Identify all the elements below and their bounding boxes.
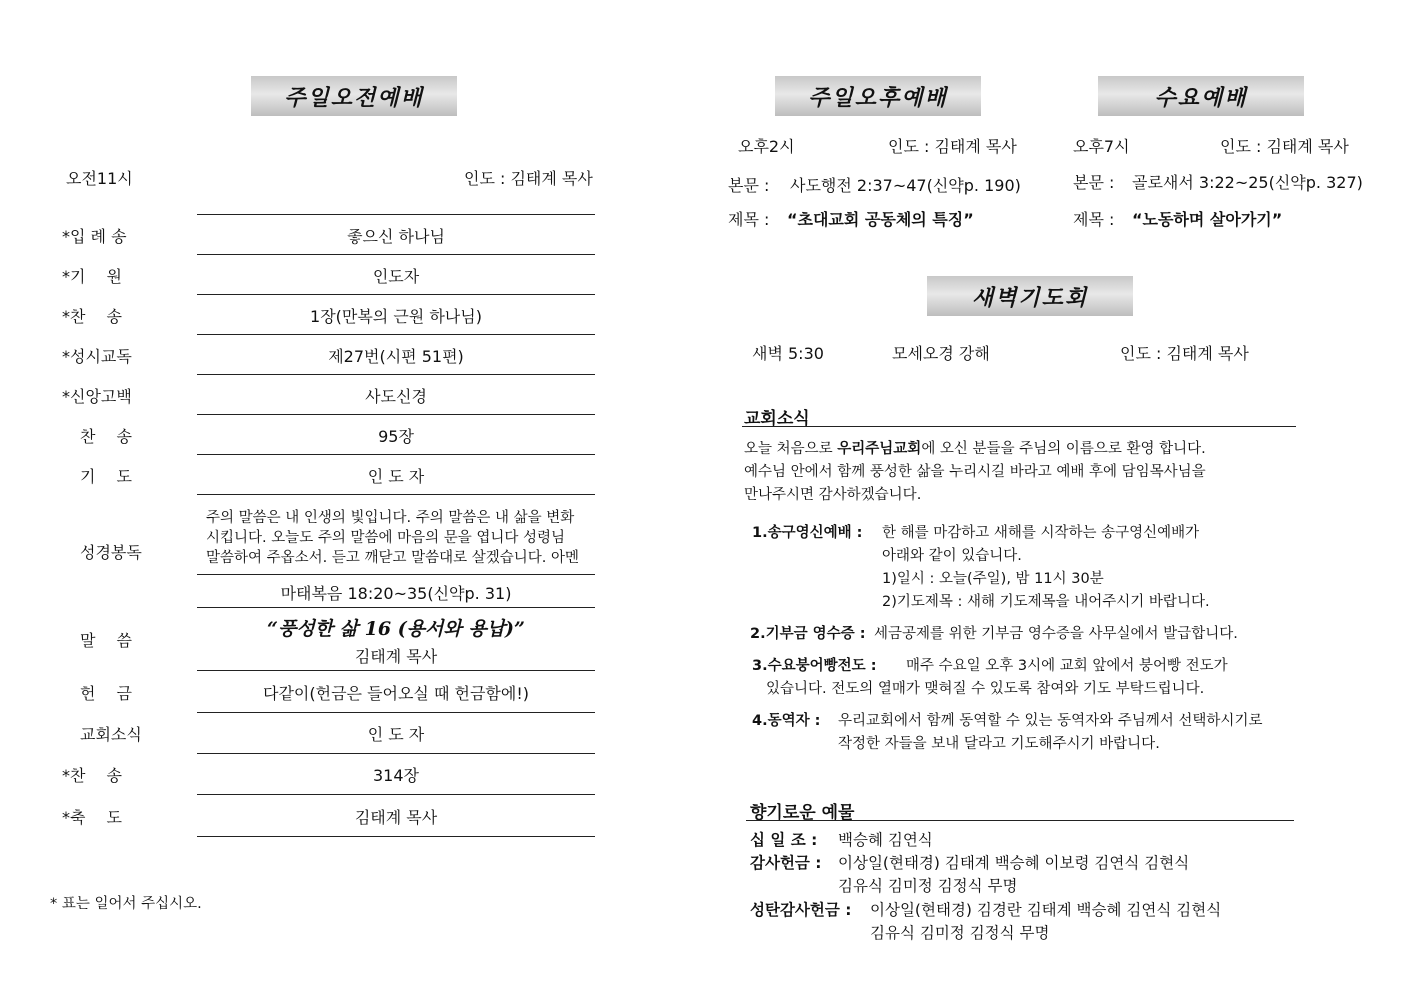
news-intro-line: 만나주시면 감사하겠습니다. xyxy=(744,487,922,503)
wednesday-leader: 인도 : 김태계 목사 xyxy=(1220,137,1349,156)
offering-label: 감사헌금 : xyxy=(750,854,822,872)
order-label: 기 도 xyxy=(80,467,132,486)
wednesday-text: 골로새서 3:22~25(신약p. 327) xyxy=(1132,173,1363,192)
news-item-text: 아래와 같이 있습니다. xyxy=(882,548,1022,564)
offering-label: 십 일 조 : xyxy=(750,831,818,849)
dawn-content: 모세오경 강해 xyxy=(892,344,990,363)
order-value: 사도신경 xyxy=(365,387,427,406)
news-intro-line xyxy=(744,438,1206,461)
row-divider xyxy=(197,494,595,495)
sermon-label: 말 씀 xyxy=(80,631,132,650)
footnote: * 표는 일어서 주십시오. xyxy=(50,896,202,912)
order-value: 95장 xyxy=(378,427,414,446)
order-label: 찬 송 xyxy=(80,427,132,446)
wednesday-time: 오후7시 xyxy=(1073,137,1130,156)
scripture-ref: 마태복음 18:20~35(신약p. 31) xyxy=(280,584,512,603)
news-item-text: 1)일시 : 오늘(주일), 밤 11시 30분 xyxy=(882,571,1104,587)
order-label: *신앙고백 xyxy=(62,387,132,406)
order-label: *성시교독 xyxy=(62,347,132,366)
order-value: 314장 xyxy=(373,766,419,785)
news-item-text: 작정한 자들을 보내 달라고 기도해주시기 바랍니다. xyxy=(838,736,1160,752)
order-label: *기 원 xyxy=(62,267,122,286)
row-divider xyxy=(197,334,595,335)
order-value: 김태계 목사 xyxy=(354,808,438,827)
church-name: 우리주님교회 xyxy=(837,441,922,457)
order-label: *찬 송 xyxy=(62,307,122,326)
morning-time: 오전11시 xyxy=(66,169,133,188)
offering-title: 향기로운 예물 xyxy=(750,803,855,823)
news-item-text: 있습니다. 전도의 열매가 맺혀질 수 있도록 참여와 기도 부탁드립니다. xyxy=(766,681,1205,697)
wednesday-subject-label: 제목 : xyxy=(1073,210,1115,229)
order-value: 좋으신 하나님 xyxy=(347,227,445,246)
news-item-text: 2)기도제목 : 새해 기도제목을 내어주시기 바랍니다. xyxy=(882,594,1210,610)
sermon-title: “풍성한 삶 16 (용서와 용납)” xyxy=(267,618,525,640)
scripture-text-line: 시킵니다. 오늘도 주의 말씀에 마음의 문을 엽니다 성령님 xyxy=(206,530,566,546)
scripture-text-line: 말씀하여 주옵소서. 듣고 깨닫고 말씀대로 살겠습니다. 아멘 xyxy=(206,550,580,566)
order-label: *입 례 송 xyxy=(62,227,127,246)
news-item-text: 세금공제를 위한 기부금 영수증을 사무실에서 발급합니다. xyxy=(874,626,1238,642)
dawn-leader: 인도 : 김태계 목사 xyxy=(1120,344,1249,363)
news-item-text: 매주 수요일 오후 3시에 교회 앞에서 붕어빵 전도가 xyxy=(906,658,1228,674)
offering-names: 이상일(현태경) 김경란 김태계 백승혜 김연식 김현식 xyxy=(870,901,1222,919)
order-value: 인 도 자 xyxy=(367,725,425,744)
order-value: 제27번(시편 51편) xyxy=(328,347,464,366)
news-item-title: 4.동역자 : xyxy=(752,713,821,729)
order-value: 1장(만복의 근원 하나님) xyxy=(310,307,482,326)
row-divider xyxy=(197,753,595,754)
offering-names: 이상일(현태경) 김태계 백승혜 이보령 김연식 김현식 xyxy=(838,854,1190,872)
news-title: 교회소식 xyxy=(744,409,810,429)
news-item-title: 1.송구영신예배 : xyxy=(752,525,863,541)
news-underline xyxy=(742,426,1296,427)
news-item-title: 2.기부금 영수증 : xyxy=(750,626,866,642)
row-divider xyxy=(197,294,595,295)
afternoon-time: 오후2시 xyxy=(738,137,795,156)
dawn-time: 새벽 5:30 xyxy=(752,344,824,363)
order-value: 인도자 xyxy=(372,267,420,286)
news-intro-text: 오늘 처음으로 xyxy=(744,441,838,457)
scripture-label: 성경봉독 xyxy=(80,543,142,562)
afternoon-subject-label: 제목 : xyxy=(728,210,770,229)
offering-names: 김유식 김미정 김정식 무명 xyxy=(870,924,1050,942)
offering-names: 백승혜 김연식 xyxy=(838,831,933,849)
news-item-text: 우리교회에서 함께 동역할 수 있는 동역자와 주님께서 선택하시기로 xyxy=(838,713,1263,729)
afternoon-title: 주일오후예배 xyxy=(775,76,981,116)
wednesday-title: 수요예배 xyxy=(1098,76,1304,116)
afternoon-subject: “초대교회 공동체의 특징” xyxy=(787,210,974,229)
wednesday-text-label: 본문 : xyxy=(1073,173,1115,192)
offering-names: 김유식 김미정 김정식 무명 xyxy=(838,877,1018,895)
order-value: 인 도 자 xyxy=(367,467,425,486)
offering-label: 성탄감사헌금 : xyxy=(750,901,852,919)
morning-leader: 인도 : 김태계 목사 xyxy=(464,169,593,188)
morning-title: 주일오전예배 xyxy=(251,76,457,116)
order-value: 다같이(헌금은 들어오실 때 헌금함에!) xyxy=(263,684,529,703)
afternoon-text-label: 본문 : xyxy=(728,176,770,195)
order-label: 교회소식 xyxy=(80,725,142,744)
row-divider xyxy=(197,574,595,575)
scripture-text-line: 주의 말씀은 내 인생의 빛입니다. 주의 말씀은 내 삶을 변화 xyxy=(206,510,575,526)
row-divider xyxy=(197,454,595,455)
afternoon-leader: 인도 : 김태계 목사 xyxy=(888,137,1017,156)
order-label: *축 도 xyxy=(62,808,122,827)
dawn-title: 새벽기도회 xyxy=(927,276,1133,316)
afternoon-text: 사도행전 2:37~47(신약p. 190) xyxy=(790,176,1021,195)
row-divider xyxy=(197,712,595,713)
row-divider xyxy=(197,374,595,375)
row-divider xyxy=(197,836,595,837)
news-item-text: 한 해를 마감하고 새해를 시작하는 송구영신예배가 xyxy=(882,525,1200,541)
row-divider xyxy=(197,214,595,215)
order-label: *찬 송 xyxy=(62,766,122,785)
wednesday-subject: “노동하며 살아가기” xyxy=(1132,210,1283,229)
row-divider xyxy=(197,670,595,671)
news-intro-text: 에 오신 분들을 주님의 이름으로 환영 합니다. xyxy=(921,441,1206,457)
row-divider xyxy=(197,414,595,415)
row-divider xyxy=(197,794,595,795)
sermon-preacher: 김태계 목사 xyxy=(354,647,438,666)
offering-underline xyxy=(746,820,1294,821)
news-item-title: 3.수요붕어빵전도 : xyxy=(752,658,877,674)
news-intro-line: 예수님 안에서 함께 풍성한 삶을 누리시길 바라고 예배 후에 담임목사님을 xyxy=(744,464,1206,480)
order-label: 헌 금 xyxy=(80,684,132,703)
row-divider xyxy=(197,607,595,608)
row-divider xyxy=(197,254,595,255)
